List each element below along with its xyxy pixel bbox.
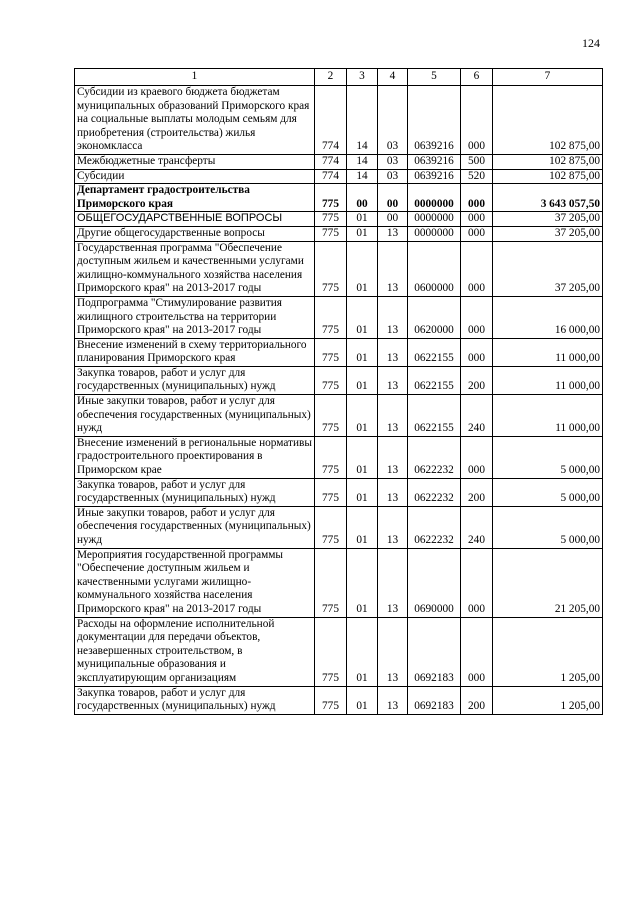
admin-code-cell: 775 [315, 338, 347, 366]
expense-type-cell: 000 [461, 617, 493, 686]
row-name-cell: Межбюджетные трансферты [75, 154, 315, 169]
row-name-cell: Субсидии [75, 169, 315, 184]
row-name-cell: Иные закупки товаров, работ и услуг для обеспечения государственных (муниципальных) нужд [75, 395, 315, 437]
row-name-cell: Закупка товаров, работ и услуг для государственных (муниципальных) нужд [75, 366, 315, 394]
table-row [75, 548, 603, 617]
row-name-cell: Внесение изменений в схему территориального планирования Приморского края [75, 338, 315, 366]
table-row [75, 169, 603, 184]
table-row [75, 296, 603, 338]
subsection-cell: 13 [378, 436, 408, 478]
table-row [75, 436, 603, 478]
subsection-cell: 13 [378, 506, 408, 548]
admin-code-cell: 775 [315, 478, 347, 506]
amount-cell: 11 000,00 [493, 338, 603, 366]
row-name-cell: Закупка товаров, работ и услуг для государственных (муниципальных) нужд [75, 686, 315, 714]
section-cell: 01 [347, 241, 378, 296]
amount-cell: 11 000,00 [493, 366, 603, 394]
admin-code-cell: 774 [315, 154, 347, 169]
expense-type-cell: 000 [461, 436, 493, 478]
subsection-cell: 13 [378, 686, 408, 714]
admin-code-cell: 775 [315, 436, 347, 478]
subsection-cell: 13 [378, 548, 408, 617]
table-row [75, 226, 603, 241]
amount-cell: 37 205,00 [493, 226, 603, 241]
expense-type-cell: 240 [461, 395, 493, 437]
target-article-cell: 0622155 [408, 366, 461, 394]
admin-code-cell: 775 [315, 226, 347, 241]
amount-cell: 5 000,00 [493, 436, 603, 478]
table-body [75, 86, 603, 715]
subsection-cell: 13 [378, 241, 408, 296]
subsection-cell: 13 [378, 338, 408, 366]
expense-type-cell: 000 [461, 548, 493, 617]
expense-type-cell: 000 [461, 212, 493, 227]
table-row [75, 338, 603, 366]
table-row [75, 212, 603, 227]
target-article-cell: 0622232 [408, 478, 461, 506]
table-row [75, 366, 603, 394]
target-article-cell: 0000000 [408, 212, 461, 227]
header-cell: 3 [347, 69, 378, 86]
row-name-cell: Государственная программа "Обеспечение доступным жильем и качественными услугами жилищно-коммунального хозяйства населения Приморского края" на 2013-2017 годы [75, 241, 315, 296]
amount-cell: 1 205,00 [493, 686, 603, 714]
page-number: 124 [582, 36, 600, 50]
subsection-cell: 03 [378, 86, 408, 155]
table-row [75, 154, 603, 169]
subsection-cell: 13 [378, 395, 408, 437]
amount-cell: 16 000,00 [493, 296, 603, 338]
expense-type-cell: 000 [461, 241, 493, 296]
expense-type-cell: 520 [461, 169, 493, 184]
admin-code-cell: 775 [315, 184, 347, 212]
subsection-cell: 13 [378, 296, 408, 338]
section-cell: 01 [347, 212, 378, 227]
amount-cell: 102 875,00 [493, 86, 603, 155]
amount-cell: 1 205,00 [493, 617, 603, 686]
expense-type-cell: 000 [461, 338, 493, 366]
section-cell: 01 [347, 226, 378, 241]
target-article-cell: 0622232 [408, 506, 461, 548]
amount-cell: 37 205,00 [493, 212, 603, 227]
expense-type-cell: 500 [461, 154, 493, 169]
table-row [75, 686, 603, 714]
admin-code-cell: 775 [315, 366, 347, 394]
amount-cell: 102 875,00 [493, 154, 603, 169]
expense-type-cell: 000 [461, 226, 493, 241]
row-name-cell: ОБЩЕГОСУДАРСТВЕННЫЕ ВОПРОСЫ [75, 212, 315, 227]
header-cell: 5 [408, 69, 461, 86]
expense-type-cell: 000 [461, 296, 493, 338]
target-article-cell: 0000000 [408, 184, 461, 212]
expense-type-cell: 200 [461, 366, 493, 394]
section-cell: 00 [347, 184, 378, 212]
section-cell: 01 [347, 506, 378, 548]
target-article-cell: 0639216 [408, 154, 461, 169]
subsection-cell: 13 [378, 226, 408, 241]
row-name-cell: Расходы на оформление исполнительной документации для передачи объектов, незавершенных строительством, в муниципальные образования и эксплуатирующим организациям [75, 617, 315, 686]
section-cell: 01 [347, 395, 378, 437]
header-cell: 1 [75, 69, 315, 86]
section-cell: 14 [347, 86, 378, 155]
expense-type-cell: 200 [461, 478, 493, 506]
row-name-cell: Мероприятия государственной программы "Обеспечение доступным жильем и качественными услугами жилищно-коммунального хозяйства населения Приморского края" на 2013-2017 годы [75, 548, 315, 617]
subsection-cell: 13 [378, 478, 408, 506]
subsection-cell: 13 [378, 366, 408, 394]
section-cell: 01 [347, 436, 378, 478]
target-article-cell: 0639216 [408, 86, 461, 155]
expense-type-cell: 200 [461, 686, 493, 714]
target-article-cell: 0690000 [408, 548, 461, 617]
section-cell: 01 [347, 366, 378, 394]
admin-code-cell: 775 [315, 212, 347, 227]
header-cell: 7 [493, 69, 603, 86]
header-row [75, 69, 603, 86]
header-cell: 6 [461, 69, 493, 86]
admin-code-cell: 775 [315, 296, 347, 338]
table-row [75, 241, 603, 296]
target-article-cell: 0600000 [408, 241, 461, 296]
admin-code-cell: 774 [315, 169, 347, 184]
table-row [75, 184, 603, 212]
admin-code-cell: 775 [315, 395, 347, 437]
target-article-cell: 0639216 [408, 169, 461, 184]
section-cell: 01 [347, 686, 378, 714]
admin-code-cell: 775 [315, 506, 347, 548]
subsection-cell: 00 [378, 184, 408, 212]
section-cell: 14 [347, 169, 378, 184]
table-row [75, 478, 603, 506]
target-article-cell: 0622232 [408, 436, 461, 478]
admin-code-cell: 774 [315, 86, 347, 155]
subsection-cell: 00 [378, 212, 408, 227]
section-cell: 01 [347, 617, 378, 686]
row-name-cell: Иные закупки товаров, работ и услуг для обеспечения государственных (муниципальных) нужд [75, 506, 315, 548]
header-cell: 4 [378, 69, 408, 86]
section-cell: 14 [347, 154, 378, 169]
amount-cell: 102 875,00 [493, 169, 603, 184]
section-cell: 01 [347, 548, 378, 617]
admin-code-cell: 775 [315, 548, 347, 617]
subsection-cell: 13 [378, 617, 408, 686]
target-article-cell: 0620000 [408, 296, 461, 338]
expense-type-cell: 000 [461, 184, 493, 212]
amount-cell: 5 000,00 [493, 478, 603, 506]
subsection-cell: 03 [378, 154, 408, 169]
admin-code-cell: 775 [315, 241, 347, 296]
amount-cell: 11 000,00 [493, 395, 603, 437]
row-name-cell: Департамент градостроительства Приморского края [75, 184, 315, 212]
subsection-cell: 03 [378, 169, 408, 184]
amount-cell: 5 000,00 [493, 506, 603, 548]
amount-cell: 21 205,00 [493, 548, 603, 617]
target-article-cell: 0622155 [408, 338, 461, 366]
target-article-cell: 0692183 [408, 686, 461, 714]
row-name-cell: Субсидии из краевого бюджета бюджетам муниципальных образований Приморского края на социальные выплаты молодым семьям для приобретения (строительства) жилья экономкласса [75, 86, 315, 155]
row-name-cell: Закупка товаров, работ и услуг для государственных (муниципальных) нужд [75, 478, 315, 506]
target-article-cell: 0622155 [408, 395, 461, 437]
admin-code-cell: 775 [315, 617, 347, 686]
table-row [75, 86, 603, 155]
target-article-cell: 0692183 [408, 617, 461, 686]
header-cell: 2 [315, 69, 347, 86]
table-row [75, 395, 603, 437]
table-row [75, 617, 603, 686]
row-name-cell: Внесение изменений в региональные нормативы градостроительного проектирования в Приморском крае [75, 436, 315, 478]
row-name-cell: Подпрограмма "Стимулирование развития жилищного строительства на территории Приморского края" на 2013-2017 годы [75, 296, 315, 338]
amount-cell: 37 205,00 [493, 241, 603, 296]
amount-cell: 3 643 057,50 [493, 184, 603, 212]
expense-type-cell: 000 [461, 86, 493, 155]
row-name-cell: Другие общегосударственные вопросы [75, 226, 315, 241]
section-cell: 01 [347, 478, 378, 506]
table-row [75, 506, 603, 548]
expense-type-cell: 240 [461, 506, 493, 548]
target-article-cell: 0000000 [408, 226, 461, 241]
section-cell: 01 [347, 338, 378, 366]
section-cell: 01 [347, 296, 378, 338]
budget-table [74, 68, 603, 715]
admin-code-cell: 775 [315, 686, 347, 714]
